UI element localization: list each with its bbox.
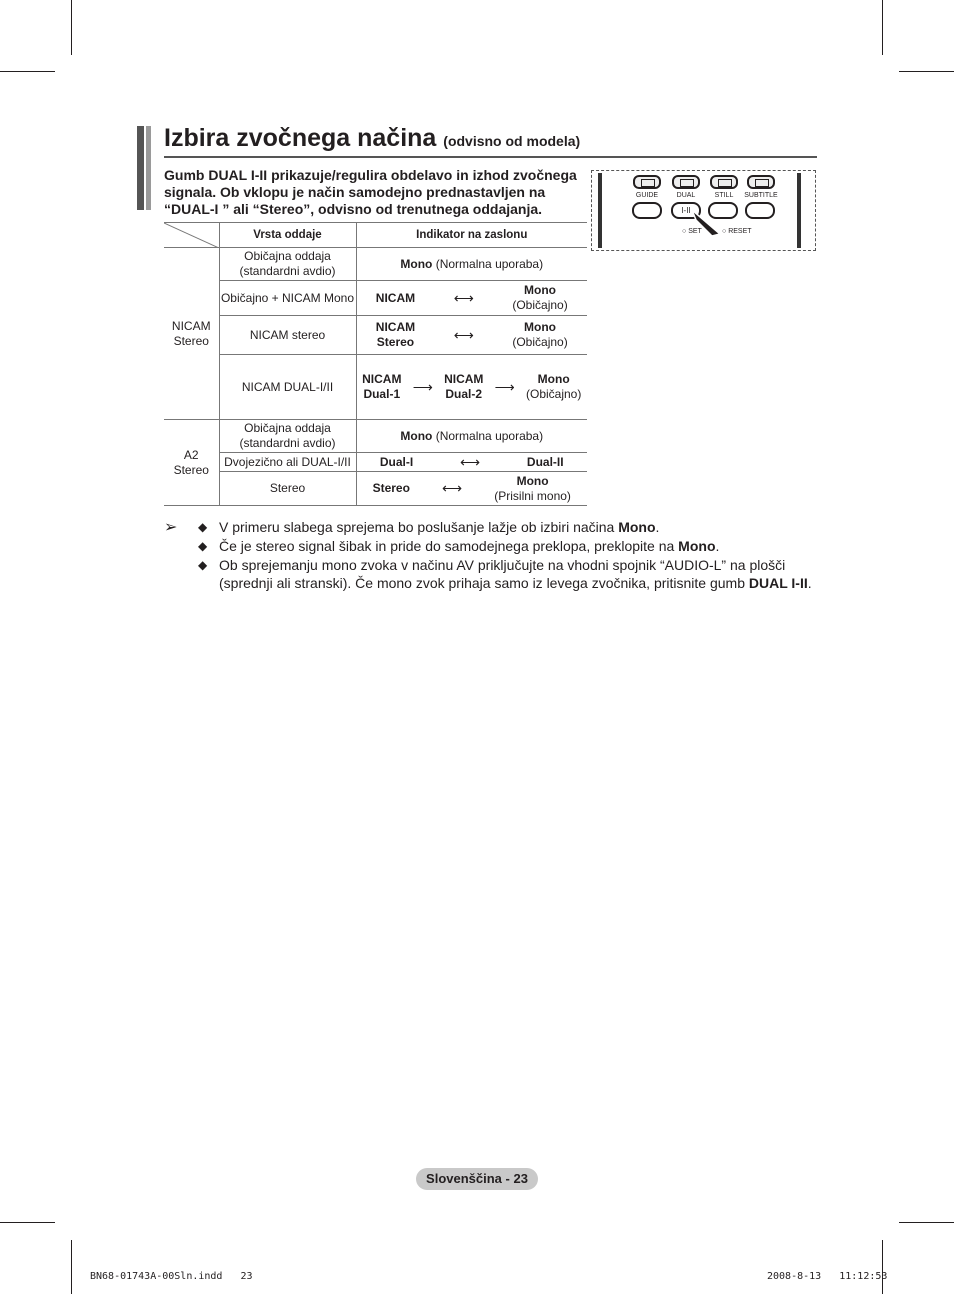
crop-mark [71, 0, 72, 55]
table-row [164, 316, 587, 355]
table-row [164, 453, 587, 472]
file-slug: BN68-01743A-00Sln.indd 23 [90, 1271, 253, 1282]
row-indicator: Dual-I ⟷ Dual-II [356, 453, 587, 472]
dual-i-ii-button [632, 202, 662, 219]
row-indicator: NICAM Dual-1 ⟶ NICAM Dual-2 ⟶ Mono (Običajno) [356, 355, 587, 420]
table-row [164, 281, 587, 316]
row-indicator: NICAM Stereo ⟷ Mono (Običajno) [356, 316, 587, 355]
table-row [164, 248, 587, 281]
still-label: STILL [714, 192, 734, 199]
row-indicator: NICAM ⟷ Mono (Običajno) [356, 281, 587, 316]
note-arrow-icon: ➢ [164, 519, 178, 536]
i-ii-button: I-II [671, 202, 701, 219]
header-indicator: Indikator na zaslonu [356, 223, 587, 248]
header-corner [164, 223, 219, 248]
crop-mark [0, 71, 55, 72]
row-type: Običajno + NICAM Mono [219, 281, 356, 316]
crop-mark [71, 1240, 72, 1294]
table-row [164, 355, 587, 420]
date-slug: 2008-8-13 11:12:53 [767, 1271, 888, 1282]
row-type: Običajna oddaja (standardni avdio) [219, 420, 356, 453]
reset-label: ○ RESET [722, 228, 752, 235]
dual-button [672, 175, 700, 189]
group-a2: A2 Stereo [164, 420, 219, 506]
sound-mode-table [164, 222, 587, 506]
title-decoration [137, 126, 151, 210]
bullet-diamond-icon: ◆ [198, 558, 208, 572]
page-subtitle: (odvisno od modela) [443, 133, 581, 149]
bullet-diamond-icon: ◆ [198, 520, 208, 534]
crop-mark [882, 0, 883, 55]
set-label: ○ SET [682, 228, 702, 235]
crop-mark [0, 1222, 55, 1223]
header-type: Vrsta oddaje [219, 223, 356, 248]
row-type: Dvojezično ali DUAL-I/II [219, 453, 356, 472]
crop-mark [899, 1222, 954, 1223]
row-indicator: Mono (Normalna uporaba) [356, 420, 587, 453]
guide-button [633, 175, 661, 189]
page-title: Izbira zvočnega načina (odvisno od modela) [164, 124, 581, 152]
row-type: NICAM stereo [219, 316, 356, 355]
row-indicator: Mono (Normalna uporaba) [356, 248, 587, 281]
table-header-row [164, 223, 587, 248]
row-indicator: Stereo ⟷ Mono (Prisilni mono) [356, 472, 587, 506]
group-nicam: NICAM Stereo [164, 248, 219, 420]
bullet-diamond-icon: ◆ [198, 539, 208, 553]
row-type: Stereo [219, 472, 356, 506]
page-number-badge: Slovenščina - 23 [416, 1168, 538, 1190]
guide-label: GUIDE [635, 192, 659, 199]
title-rule [164, 156, 817, 158]
row-type: Običajna oddaja (standardni avdio) [219, 248, 356, 281]
subtitle-label: SUBTITLE [744, 192, 778, 199]
remote-control-illustration [591, 170, 816, 251]
table-row [164, 420, 587, 453]
subtitle-button [747, 175, 775, 189]
dual-label: DUAL [676, 192, 696, 199]
still-button [710, 175, 738, 189]
remote-button [745, 202, 775, 219]
intro-paragraph: Gumb DUAL I-II prikazuje/regulira obdelavo in izhod zvočnega signala. Ob vklopu je način samodejno prednastavljen na “DUAL-I ” ali “Stereo”, odvisno od trenutnega oddajanja. [164, 167, 577, 217]
crop-mark [882, 1240, 883, 1294]
table-row [164, 472, 587, 506]
crop-mark [899, 71, 954, 72]
row-type: NICAM DUAL-I/II [219, 355, 356, 420]
